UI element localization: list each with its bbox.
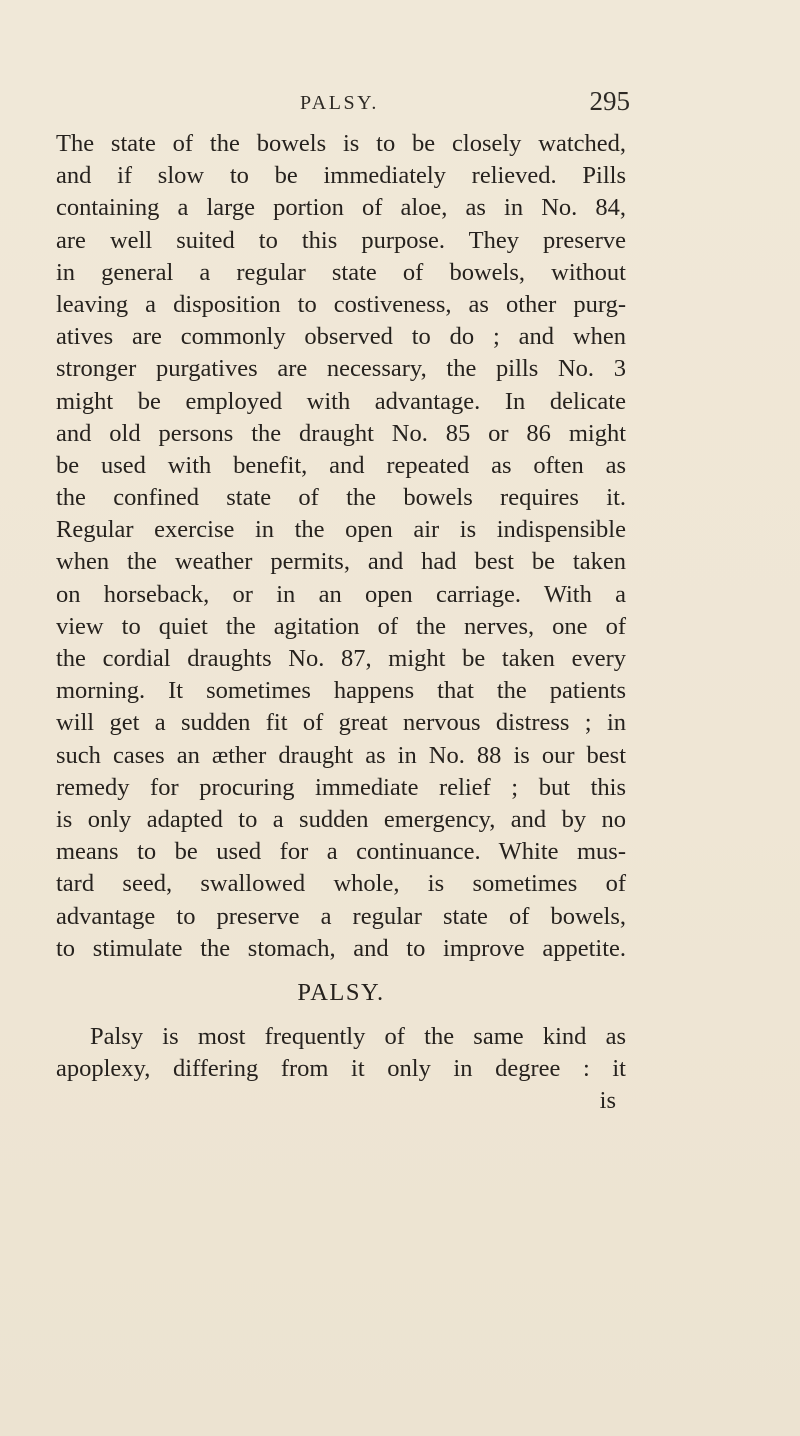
text-line: apoplexy, differing from it only in degree : it [56,1055,626,1083]
text-line: means to be used for a continuance. White mus- [56,838,626,866]
text-line: are well suited to this purpose. They preserve [56,226,626,254]
text-line: stronger purgatives are necessary, the pills No. 3 [56,355,626,383]
running-head [300,86,630,120]
text-block [56,128,626,1117]
text-line: is only adapted to a sudden emergency, and by no [56,805,626,833]
text-line: to stimulate the stomach, and to improve appetite. [56,934,626,962]
text-line: view to quiet the agitation of the nerves, one of [56,612,626,640]
text-line: might be employed with advantage. In delicate [56,387,626,415]
text-line: and if slow to be immediately relieved. Pills [56,162,626,190]
text-line: the confined state of the bowels requires it. [56,484,626,512]
text-line: morning. It sometimes happens that the patients [56,677,626,705]
text-line: remedy for procuring immediate relief ; but this [56,773,626,801]
text-line: when the weather permits, and had best be taken [56,548,626,576]
text-line: atives are commonly observed to do ; and when [56,323,626,351]
text-line: the cordial draughts No. 87, might be taken every [56,645,626,672]
paragraph-bowels [56,128,626,965]
text-line: and old persons the draught No. 85 or 86 might [56,419,626,447]
text-line: leaving a disposition to costiveness, as other purg- [56,290,626,318]
text-line: tard seed, swallowed whole, is sometimes of [56,870,626,898]
paragraph-palsy [56,1021,626,1085]
text-line: Palsy is most frequently of the same kind as [90,1022,626,1050]
text-line: such cases an æther draught as in No. 88 is our best [56,741,626,769]
text-line: advantage to preserve a regular state of bowels, [56,902,626,930]
text-line: Regular exercise in the open air is indispensible [56,516,626,544]
text-line: will get a sudden fit of great nervous distress ; in [56,709,626,737]
text-line: be used with benefit, and repeated as often as [56,451,626,479]
text-line: in general a regular state of bowels, without [56,258,626,286]
text-line: The state of the bowels is to be closely watched, [56,130,626,157]
section-heading: PALSY. [297,978,385,1006]
catchword: is [599,1087,616,1115]
running-title: PALSY. [300,92,379,114]
text-line: on horseback, or in an open carriage. With a [56,580,626,608]
text-line: containing a large portion of aloe, as in No. 84, [56,194,626,222]
page-number: 295 [589,86,630,116]
